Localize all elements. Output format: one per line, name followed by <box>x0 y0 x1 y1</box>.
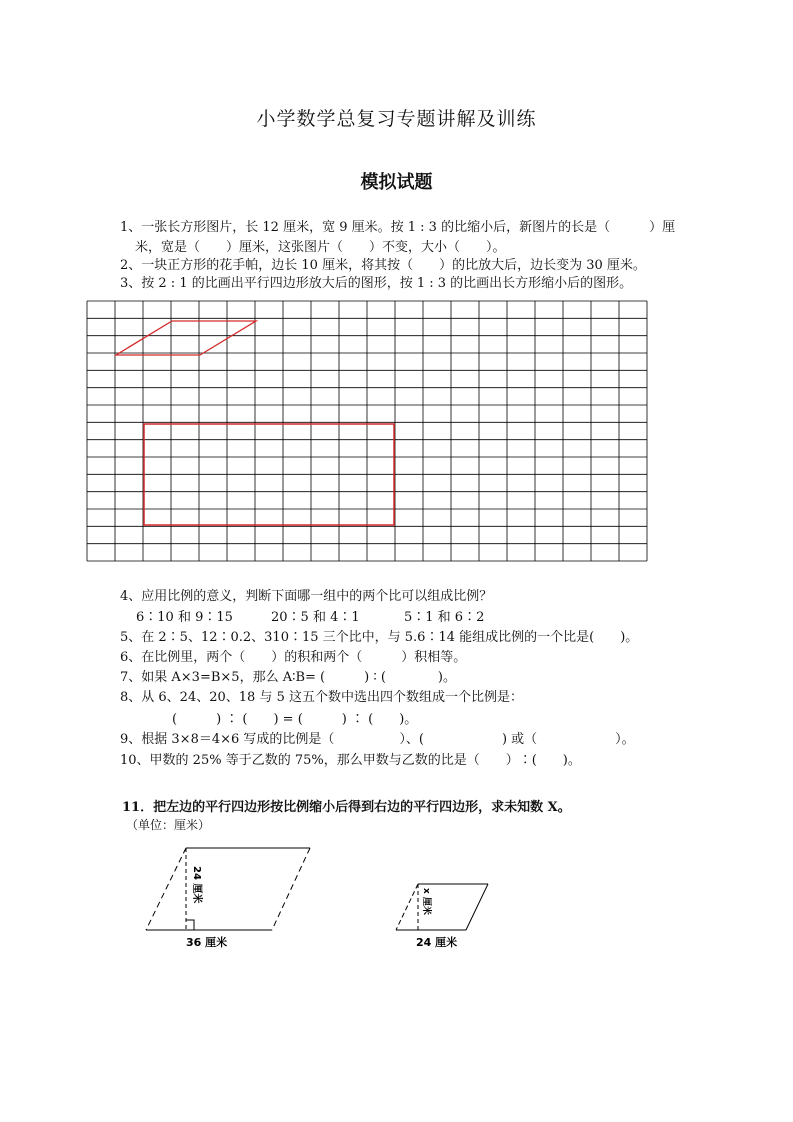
question-6: 6、在比例里，两个（ ）的积和两个（ ）积相等。 <box>120 650 467 665</box>
question-8-line-2: ( ) ∶ ( ) = ( ) ∶ ( )。 <box>172 712 418 727</box>
question-8: 8、从 6、24、20、18 与 5 这五个数中选出四个数组成一个比例是： <box>120 690 523 705</box>
right-base-label: 24 厘米 <box>416 936 458 949</box>
question-5: 5、在 2∶5、12∶0.2、310∶15 三个比中，与 5.6∶14 能组成比例的一个比是( )。 <box>120 630 639 645</box>
question-4-option-c: 5∶1 和 6∶2 <box>404 610 485 625</box>
question-11-unit: （单位：厘米） <box>126 818 211 832</box>
left-height-label: 24 厘米 <box>191 866 202 904</box>
question-7: 7、如果 A×3=B×5，那么 A∶B= ( ) ∶ ( )。 <box>120 670 456 685</box>
question-9: 9、根据 3×8＝4×6 写成的比例是（ ）、( ) 或（ ）。 <box>120 732 635 747</box>
grid-lines <box>87 301 647 561</box>
drawing-grid <box>86 300 648 562</box>
question-10: 10、甲数的 25% 等于乙数的 75%，那么甲数与乙数的比是（ ）∶( )。 <box>120 753 581 768</box>
left-parallelogram-figure <box>140 842 320 952</box>
right-parallelogram-figure <box>390 878 500 954</box>
parallelogram-shape <box>116 321 256 355</box>
left-base-label: 36 厘米 <box>186 936 228 949</box>
question-4-option-b: 20∶5 和 4∶1 <box>271 610 360 625</box>
page-subtitle: 模拟试题 <box>360 172 433 193</box>
question-11: 11．把左边的平行四边形按比例缩小后得到右边的平行四边形，求未知数 X。 <box>122 800 571 815</box>
question-3: 3、按 2 : 1 的比画出平行四边形放大后的图形，按 1 : 3 的比画出长方形缩小后的图形。 <box>120 276 633 291</box>
page-title: 小学数学总复习专题讲解及训练 <box>256 108 537 130</box>
question-1-line-1: 1、一张长方形图片，长 12 厘米，宽 9 厘米。按 1 : 3 的比缩小后，新图片的长是（ ）厘 <box>120 220 676 235</box>
question-2: 2、一块正方形的花手帕，边长 10 厘米，将其按（ ）的比放大后，边长变为 30 厘米。 <box>120 258 646 273</box>
question-4-option-a: 6∶10 和 9∶15 <box>136 610 233 625</box>
question-4: 4、应用比例的意义，判断下面哪一组中的两个比可以组成比例？ <box>120 589 493 604</box>
question-1-line-2: 米，宽是（ ）厘米，这张图片（ ）不变，大小（ ）。 <box>135 240 506 255</box>
right-height-label: x 厘米 <box>421 888 431 915</box>
